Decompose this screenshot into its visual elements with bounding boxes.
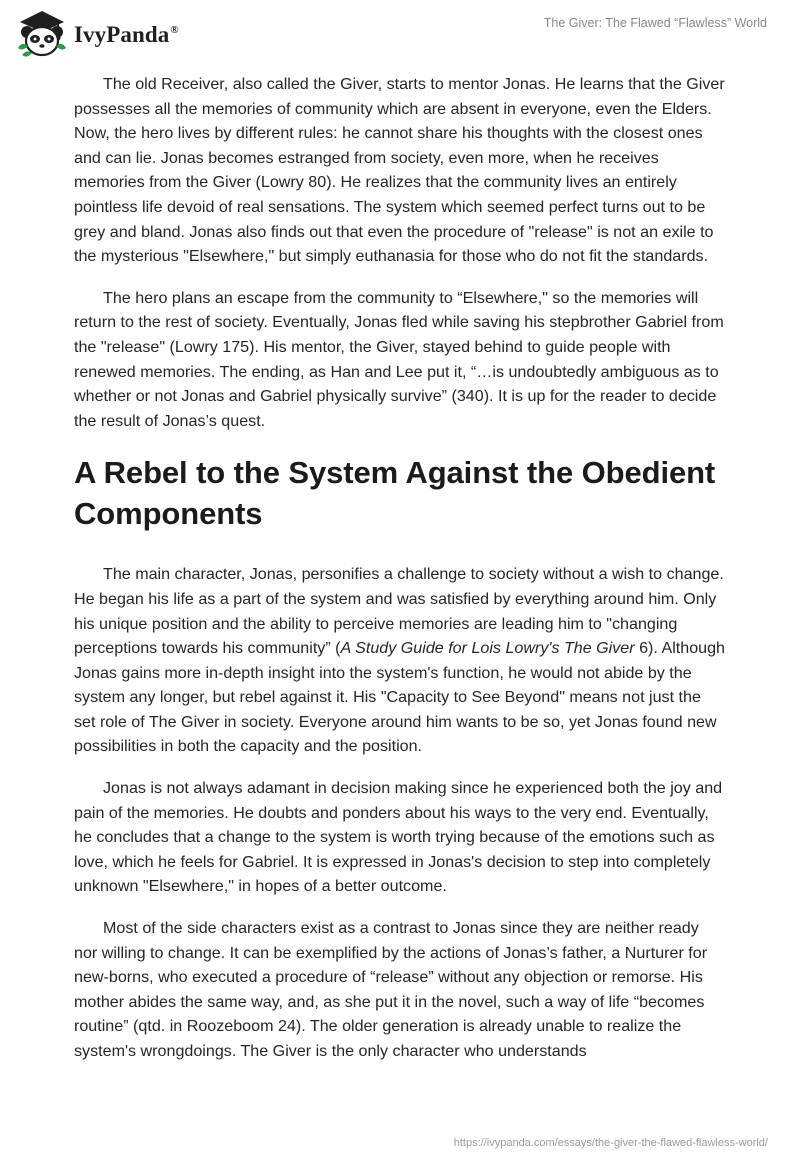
essay-body [74,72,726,1081]
panda-graduate-icon [14,8,70,60]
paragraph-2: The hero plans an escape from the community to “Elsewhere," so the memories will return to the rest of society. Eventually, Jonas fled while saving his stepbrother Gabriel from the "release" (Lowry 175). His mentor, the Giver, stayed behind to guide people with renewed memories. The ending, as Han and Lee put it, “…is undoubtedly ambiguous as to whether or not Jonas and Gabriel physically survive” (340). It is up for the reader to decide the result of Jonas’s quest. [74,288,724,430]
ivypanda-logo[interactable] [14,8,179,60]
paragraph-4: Jonas is not always adamant in decision making since he experienced both the joy and pain of the memories. He doubts and ponders about his ways to the very end. Eventually, he concludes that a change to the system is worth trying because of the emotions such as love, which he feels for Gabriel. It is expressed in Jonas's decision to step into completely unknown "Elsewhere," in hopes of a better outcome. [74,779,723,896]
cited-work-title: A Study Guide for Lois Lowry's The Giver [340,639,635,658]
brand-name: IvyPanda® [74,22,179,47]
source-url[interactable]: https://ivypanda.com/essays/the-giver-the-flawed-flawless-world/ [453,1137,768,1149]
section-heading: A Rebel to the System Against the Obedient Components [74,455,716,532]
paragraph-3: The main character, Jonas, personifies a challenge to society without a wish to change. He began his life as a part of the system and was satisfied by everything around him. Only his unique position and the ability to perceive memories are leading him to "changing perceptions towards his community” (A Study Guide for Lois Lowry's The Giver 6). Although Jonas gains more in-depth insight into the system's function, he would not abide by the system any longer, but rebel against it. His "Capacity to See Beyond" means not just the set role of The Giver in society. Everyone around him wants to be so, yet Jonas found new possibilities in both the capacity and the position. [74,565,725,756]
paragraph-5: Most of the side characters exist as a contrast to Jonas since they are neither ready nor willing to change. It can be exemplified by the actions of Jonas’s father, a Nurturer for new-borns, who executed a procedure of “release” without any objection or remorse. His mother abides the same way, and, as she put it in the novel, such a way of life “becomes routine” (qtd. in Roozeboom 24). The older generation is already unable to realize the system's wrongdoings. The Giver is the only character who understands [74,919,708,1060]
document-title: The Giver: The Flawed “Flawless” World [543,16,767,30]
paragraph-1: The old Receiver, also called the Giver, starts to mentor Jonas. He learns that the Giver possesses all the memories of community which are absent in everyone, even the Elders. Now, the hero lives by different rules: he cannot share his thoughts with the closest ones and can lie. Jonas becomes estranged from society, even more, when he receives memories from the Giver (Lowry 80). He realizes that the community lives an entirely pointless life devoid of real sensations. The system which seemed perfect turns out to be grey and bland. Jonas also finds out that even the procedure of "release" is not an exile to the mysterious "Elsewhere," but simply euthanasia for those who do not fit the standards. [74,75,725,266]
page-header [0,0,800,70]
